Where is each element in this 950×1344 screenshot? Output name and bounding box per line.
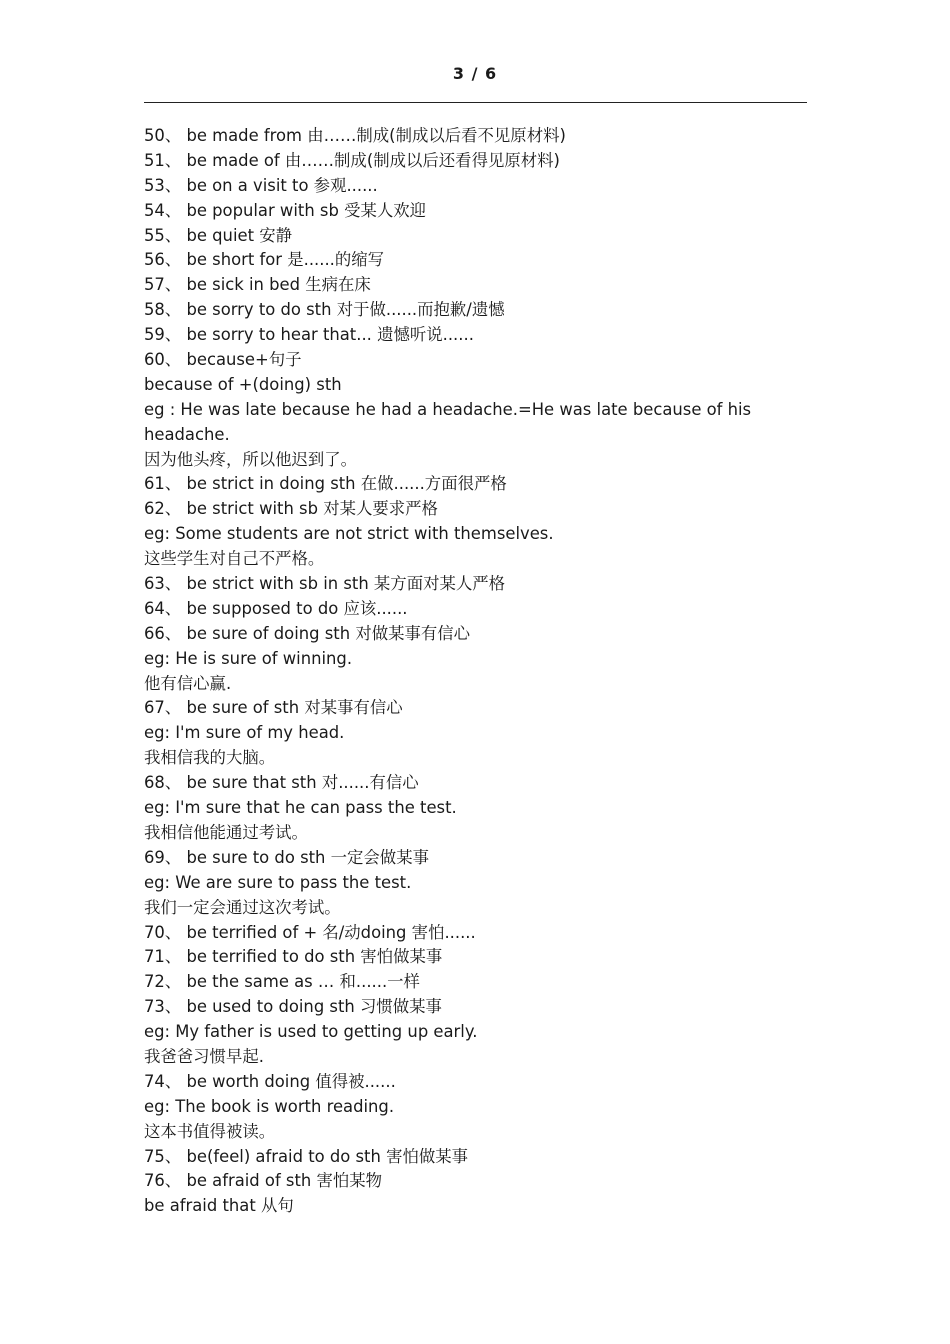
text-line: 66、 be sure of doing sth 对做某事有信心 xyxy=(144,623,471,643)
text-line: 75、 be(feel) afraid to do sth 害怕做某事 xyxy=(144,1146,469,1166)
text-line: 50、 be made from 由……制成(制成以后看不见原材料) xyxy=(144,126,566,145)
text-line: 61、 be strict in doing sth 在做......方面很严格 xyxy=(144,474,507,494)
text-line: 我爸爸习惯早起. xyxy=(144,1046,264,1066)
text-line: eg : He was late because he had a headache.=He was late because of his xyxy=(144,399,752,419)
text-line: 55、 be quiet 安静 xyxy=(144,225,293,245)
text-line: 我相信他能通过考试。 xyxy=(144,822,308,842)
text-line: 67、 be sure of sth 对某事有信心 xyxy=(144,698,403,718)
text-line: 72、 be the same as … 和......一样 xyxy=(144,972,420,992)
text-line: 56、 be short for 是......的缩写 xyxy=(144,250,385,270)
text-line: 73、 be used to doing sth 习惯做某事 xyxy=(144,997,442,1017)
text-line: because of +(doing) sth xyxy=(144,374,342,394)
text-line: eg: We are sure to pass the test. xyxy=(144,872,412,892)
text-line: 51、 be made of 由……制成(制成以后还看得见原材料) xyxy=(144,150,560,170)
text-line: 64、 be supposed to do 应该...... xyxy=(144,598,408,618)
text-line: 76、 be afraid of sth 害怕某物 xyxy=(144,1171,383,1191)
text-line: eg: I'm sure that he can pass the test. xyxy=(144,798,457,818)
text-line: 58、 be sorry to do sth 对于做......而抱歉/遗憾 xyxy=(144,300,505,320)
text-line: eg: He is sure of winning. xyxy=(144,648,353,668)
text-line: 这本书值得被读。 xyxy=(144,1121,276,1141)
text-line: headache. xyxy=(144,424,230,444)
text-line: 71、 be terrified to do sth 害怕做某事 xyxy=(144,947,443,967)
text-line: 53、 be on a visit to 参观...... xyxy=(144,175,378,195)
text-line: eg: The book is worth reading. xyxy=(144,1096,395,1116)
text-line: 62、 be strict with sb 对某人要求严格 xyxy=(144,499,438,519)
page-indicator: 3 / 6 xyxy=(452,64,498,83)
text-line: 74、 be worth doing 值得被...... xyxy=(144,1071,396,1091)
text-line: 70、 be terrified of + 名/动doing 害怕...... xyxy=(144,922,476,942)
text-line: 这些学生对自己不严格。 xyxy=(144,549,325,569)
header-divider xyxy=(144,102,807,103)
document-body xyxy=(144,124,784,1219)
text-line: eg: Some students are not strict with themselves. xyxy=(144,524,554,544)
text-line: eg: I'm sure of my head. xyxy=(144,723,345,743)
text-line: 59、 be sorry to hear that... 遗憾听说...... xyxy=(144,325,474,345)
text-line: 我们一定会通过这次考试。 xyxy=(144,897,341,917)
text-line: 54、 be popular with sb 受某人欢迎 xyxy=(144,200,427,220)
text-line: 69、 be sure to do sth 一定会做某事 xyxy=(144,847,429,867)
text-line: 60、 because+句子 xyxy=(144,350,302,370)
text-line: 63、 be strict with sb in sth 某方面对某人严格 xyxy=(144,574,506,594)
text-line: 他有信心赢. xyxy=(144,673,232,693)
text-line: 因为他头疼，所以他迟到了。 xyxy=(144,449,358,469)
text-line: 我相信我的大脑。 xyxy=(144,748,276,768)
text-line: 57、 be sick in bed 生病在床 xyxy=(144,275,371,295)
text-line: 68、 be sure that sth 对......有信心 xyxy=(144,773,419,793)
text-line: be afraid that 从句 xyxy=(144,1196,294,1216)
text-line: eg: My father is used to getting up early. xyxy=(144,1022,478,1042)
